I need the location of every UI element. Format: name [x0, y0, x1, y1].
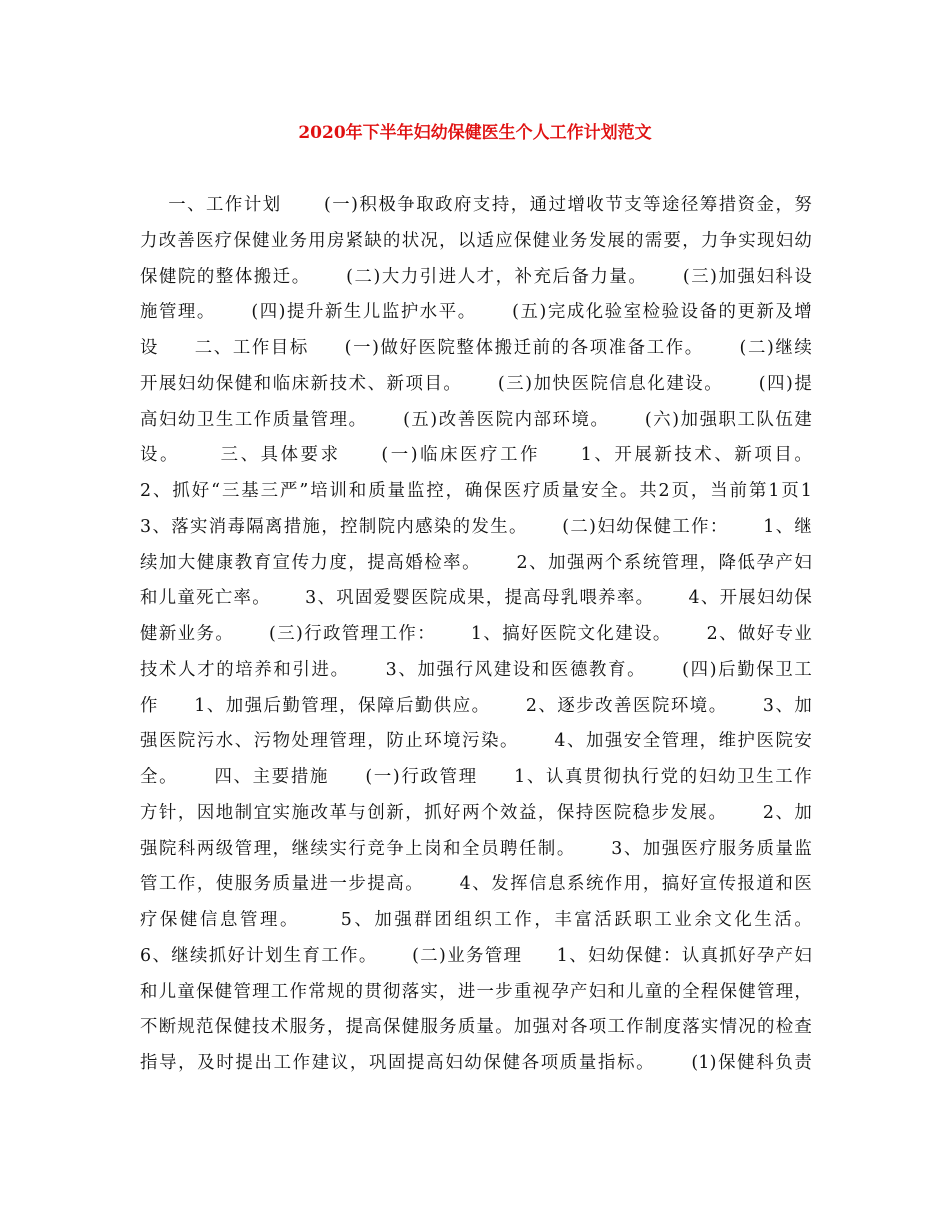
body-line: 作 1、加强后勤管理，保障后勤供应。 2、逐步改善医院环境。 3、加 — [140, 695, 812, 716]
body-line: 和儿童保健管理工作常规的贯彻落实，进一步重视孕产妇和儿童的全程保健管理， — [140, 981, 812, 1002]
body-line: 保健院的整体搬迁。 (二)大力引进人才，补充后备力量。 (三)加强妇科设 — [140, 266, 812, 287]
body-line: 一、工作计划 (一)积极争取政府支持，通过增收节支等途径筹措资金，努 — [140, 195, 812, 215]
body-line: 3、落实消毒隔离措施，控制院内感染的发生。 (二)妇幼保健工作： 1、继 — [140, 516, 812, 537]
body-line: 强院科两级管理，继续实行竞争上岗和全员聘任制。 3、加强医疗服务质量监 — [140, 838, 812, 859]
body-line: 健新业务。 (三)行政管理工作： 1、搞好医院文化建设。 2、做好专业 — [140, 624, 812, 644]
body-line: 指导，及时提出工作建议，巩固提高妇幼保健各项质量指标。 (1)保健科负责 — [140, 1053, 812, 1073]
body-line: 方针，因地制宜实施改革与创新，抓好两个效益，保持医院稳步发展。 2、加 — [140, 802, 812, 823]
body-line: 设。 三、具体要求 (一)临床医疗工作 1、开展新技术、新项目。 — [140, 445, 812, 466]
body-line: 技术人才的培养和引进。 3、加强行风建设和医德教育。 (四)后勤保卫工 — [140, 659, 812, 680]
body-line: 2、抓好“三基三严”培训和质量监控，确保医疗质量安全。共2页，当前第1页1 — [140, 481, 812, 501]
body-line: 强医院污水、污物处理管理，防止环境污染。 4、加强安全管理，维护医院安 — [140, 731, 812, 752]
body-line: 力改善医疗保健业务用房紧缺的状况，以适应保健业务发展的需要，力争实现妇幼 — [140, 230, 812, 251]
body-line: 管工作，使服务质量进一步提高。 4、发挥信息系统作用，搞好宣传报道和医 — [140, 874, 812, 895]
body-line: 施管理。 (四)提升新生儿监护水平。 (五)完成化验室检验设备的更新及增 — [140, 302, 812, 323]
document-body — [140, 188, 812, 1082]
body-line: 开展妇幼保健和临床新技术、新项目。 (三)加快医院信息化建设。 (四)提 — [140, 373, 812, 394]
body-line: 和儿童死亡率。 3、巩固爱婴医院成果，提高母乳喂养率。 4、开展妇幼保 — [140, 588, 812, 609]
body-line: 全。 四、主要措施 (一)行政管理 1、认真贯彻执行党的妇幼卫生工作 — [140, 767, 812, 787]
body-line: 不断规范保健技术服务，提高保健服务质量。加强对各项工作制度落实情况的检查 — [140, 1017, 812, 1038]
body-line: 疗保健信息管理。 5、加强群团组织工作，丰富活跃职工业余文化生活。 — [140, 910, 812, 930]
document-title: 2020年下半年妇幼保健医生个人工作计划范文 — [298, 123, 652, 143]
body-line: 高妇幼卫生工作质量管理。 (五)改善医院内部环境。 (六)加强职工队伍建 — [140, 409, 812, 430]
body-line: 续加大健康教育宣传力度，提高婚检率。 2、加强两个系统管理，降低孕产妇 — [140, 552, 812, 573]
body-line: 设 二、工作目标 (一)做好医院整体搬迁前的各项准备工作。 (二)继续 — [140, 338, 812, 358]
body-line: 6、继续抓好计划生育工作。 (二)业务管理 1、妇幼保健：认真抓好孕产妇 — [140, 945, 812, 966]
